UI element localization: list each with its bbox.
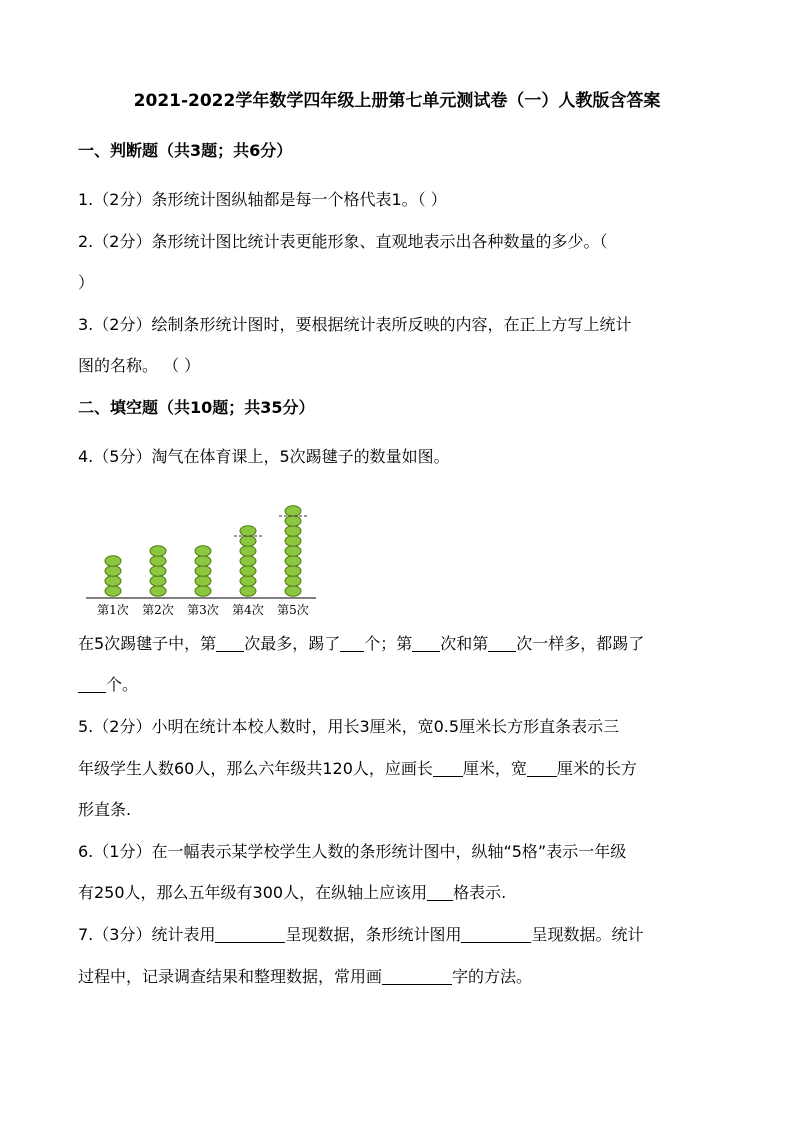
bead-mark [150, 576, 166, 586]
q7-text-c: 呈现数据。统计 [531, 925, 644, 944]
q4-text-c: 个；第 [364, 634, 413, 653]
bead-mark [240, 566, 256, 576]
bead-mark [285, 526, 301, 536]
question-1: 1.（2分）条形统计图纵轴都是每一个格代表1。（ ） [78, 190, 447, 209]
q5-text-a: 年级学生人数60人，那么六年级共120人，应画长 [78, 759, 433, 778]
answer-blank[interactable] [216, 635, 244, 652]
answer-blank[interactable] [527, 760, 557, 777]
bead-mark [195, 566, 211, 576]
answer-blank[interactable] [461, 926, 531, 943]
q6-text-b: 格表示. [453, 883, 507, 902]
q4-text-b: 次最多，踢了 [244, 634, 341, 653]
category-label: 第4次 [232, 603, 264, 617]
q4-text-e: 次一样多，都踢了 [516, 634, 645, 653]
bead-mark [240, 576, 256, 586]
question-7-line-2 [78, 964, 532, 987]
bead-mark [105, 556, 121, 566]
shuttlecock-bead-chart [86, 490, 318, 620]
answer-blank[interactable] [427, 884, 453, 901]
bead-mark [195, 556, 211, 566]
bead-mark [285, 566, 301, 576]
category-label: 第5次 [277, 603, 309, 617]
answer-blank[interactable] [412, 635, 440, 652]
bead-mark [105, 586, 121, 596]
question-5-line-3: 形直条. [78, 800, 132, 819]
bead-mark [285, 506, 301, 516]
q5-text-c: 厘米的长方 [556, 759, 637, 778]
q4-text-d: 次和第 [440, 634, 489, 653]
answer-blank[interactable] [340, 635, 364, 652]
bead-mark [240, 546, 256, 556]
question-2-line-1: 2.（2分）条形统计图比统计表更能形象、直观地表示出各种数量的多少。（ [78, 232, 608, 251]
bead-mark [285, 576, 301, 586]
q5-text-b: 厘米，宽 [462, 759, 527, 778]
bead-chart-svg [86, 490, 318, 620]
bead-mark [105, 576, 121, 586]
answer-blank[interactable] [488, 635, 516, 652]
answer-blank[interactable] [215, 926, 285, 943]
bead-mark [105, 566, 121, 576]
bead-mark [150, 556, 166, 566]
bead-mark [195, 546, 211, 556]
bead-mark [285, 536, 301, 546]
answer-blank[interactable] [433, 760, 463, 777]
bead-mark [240, 586, 256, 596]
section-heading-judgement: 一、判断题（共3题；共6分） [78, 141, 293, 160]
category-label: 第2次 [142, 603, 174, 617]
bead-mark [285, 546, 301, 556]
bead-mark [240, 526, 256, 536]
bead-mark [240, 536, 256, 546]
category-label: 第3次 [187, 603, 219, 617]
bead-mark [195, 586, 211, 596]
q7-text-b: 呈现数据，条形统计图用 [285, 925, 462, 944]
question-7-line-1 [78, 922, 643, 945]
question-2-line-2: ） [78, 273, 95, 292]
bead-mark [150, 546, 166, 556]
question-4-line-2 [78, 631, 644, 654]
answer-blank[interactable] [382, 968, 452, 985]
bead-mark [240, 556, 256, 566]
bead-mark [150, 566, 166, 576]
answer-blank[interactable] [78, 676, 106, 693]
question-6-line-2 [78, 880, 506, 903]
question-4-line-1: 4.（5分）淘气在体育课上，5次踢毽子的数量如图。 [78, 447, 450, 466]
q7-text-e: 字的方法。 [452, 967, 533, 986]
bead-mark [285, 516, 301, 526]
bead-mark [285, 556, 301, 566]
question-3-line-1: 3.（2分）绘制条形统计图时，要根据统计表所反映的内容，在正上方写上统计 [78, 315, 632, 334]
q6-text-a: 有250人，那么五年级有300人，在纵轴上应该用 [78, 883, 428, 902]
question-5-line-2 [78, 756, 637, 779]
bead-mark [150, 586, 166, 596]
question-4-line-3 [78, 672, 138, 695]
q7-text-d: 过程中，记录调查结果和整理数据，常用画 [78, 967, 383, 986]
section-heading-fill-in: 二、填空题（共10题；共35分） [78, 398, 315, 417]
question-3-line-2: 图的名称。 （ ） [78, 356, 201, 375]
q4-text-a: 在5次踢毽子中，第 [78, 634, 217, 653]
category-label: 第1次 [97, 603, 129, 617]
q4-text-f: 个。 [106, 675, 139, 694]
bead-mark [285, 586, 301, 596]
question-6-line-1: 6.（1分）在一幅表示某学校学生人数的条形统计图中，纵轴“5格”表示一年级 [78, 842, 627, 861]
page-title: 2021-2022学年数学四年级上册第七单元测试卷（一）人教版含答案 [133, 91, 661, 111]
q7-text-a: 7.（3分）统计表用 [78, 925, 216, 944]
question-5-line-1: 5.（2分）小明在统计本校人数时，用长3厘米，宽0.5厘米长方形直条表示三 [78, 717, 620, 736]
bead-mark [195, 576, 211, 586]
